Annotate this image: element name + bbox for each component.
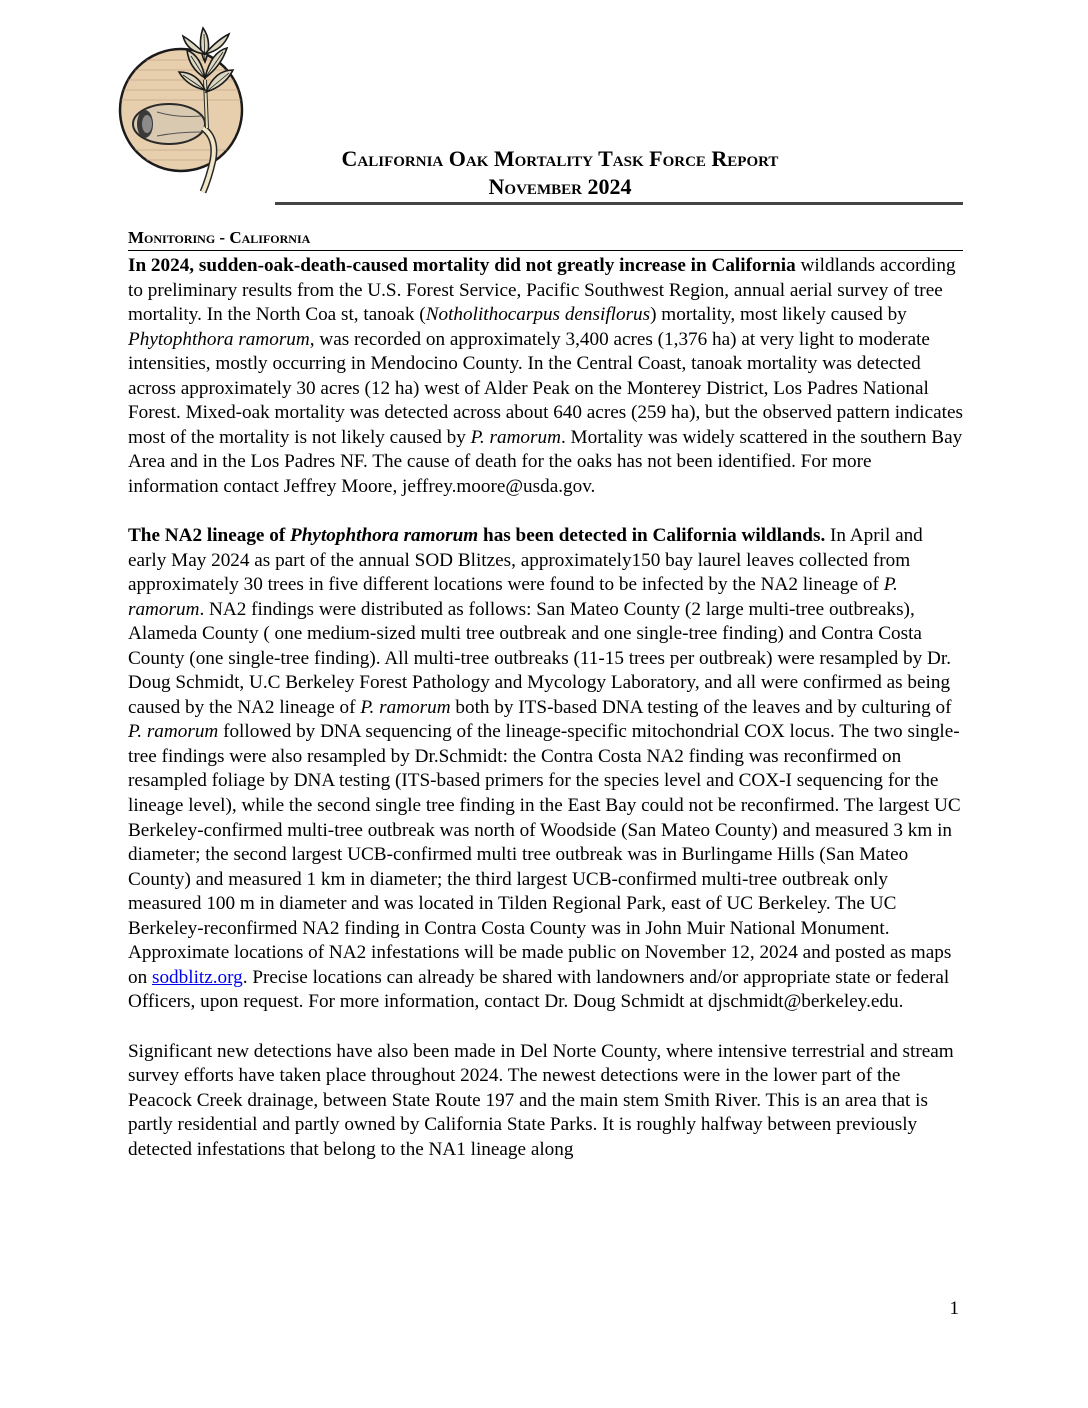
species-name: P. ramorum — [470, 426, 561, 448]
species-name: Notholithocarpus densiflorus — [425, 304, 651, 326]
paragraph-text: ) mortality, most likely caused by — [650, 304, 907, 326]
paragraph-text: , was recorded on approximately 3,400 acres (1,376 ha) at very light to moderate intensities, mostly occurring in Mendocino County. In the Central Coast, tanoak mortality was detected across approximately 30 acres (12 ha) west of Alder Peak on the Monterey District, Los Padres National Forest. Mixed-oak mortality was detected across about 640 acres (259 ha), but the observed pattern indicates most of the mortality is not likely caused by — [128, 328, 963, 448]
paragraph-lead: In 2024, sudden-oak-death-caused mortality did not greatly increase in California — [128, 255, 796, 276]
report-date: November 2024 — [488, 174, 632, 199]
paragraph-text: In April and early May 2024 as part of the annual SOD Blitzes, approximately150 bay laurel leaves collected from approximately 30 trees in five different locations were found to be infected by the NA2 lineage of — [128, 525, 923, 596]
species-name: P. ramorum — [128, 721, 219, 743]
paragraph-text: . Precise locations can already be shared with landowners and/or appropriate state or federal Officers, upon request. For more information, contact Dr. Doug Schmidt at djschmidt@berkeley.edu. — [128, 966, 950, 1013]
page-number: 1 — [949, 1298, 959, 1319]
paragraph-del-norte — [128, 1040, 963, 1163]
paragraph-lead-text: The NA2 lineage of — [128, 525, 291, 547]
paragraph-text: both by ITS-based DNA testing of the leaves and by culturing of — [450, 696, 952, 718]
sodblitz-link[interactable]: sodblitz.org — [151, 966, 243, 988]
report-body — [128, 254, 963, 1162]
paragraph-aerial-survey — [128, 254, 963, 499]
title-divider — [275, 202, 963, 205]
paragraph-text: . Mortality was widely scattered in the southern Bay Area and in the Los Padres NF. The cause of death for the oaks has not been identified. For more information contact Jeffrey Moore, jeffrey.moore@usda.gov. — [128, 426, 963, 497]
paragraph-text: . NA2 findings were distributed as follows: San Mateo County (2 large multi-tree outbreaks), Alameda County ( one medium-sized multi tree outbreak and one single-tree finding) and Contra Costa County (one single-tree finding). All multi-tree outbreaks (11-15 trees per outbreak) were resampled by Dr. Doug Schmidt, U.C Berkeley Forest Pathology and Mycology Laboratory, and all were confirmed as being caused by the NA2 lineage of — [128, 598, 952, 718]
section-divider — [128, 250, 963, 251]
paragraph-text: followed by DNA sequencing of the lineage-specific mitochondrial COX locus. The two single-tree findings were also resampled by Dr.Schmidt: the Contra Costa NA2 finding was reconfirmed on resampled foliage by DNA testing (ITS-based primers for the species level and COX-I sequencing for the lineage level), while the second single tree finding in the East Bay could not be reconfirmed. The largest UC Berkeley-confirmed multi-tree outbreak was north of Woodside (San Mateo County) and measured 3 km in diameter; the second largest UCB-confirmed multi tree outbreak was in Burlingame Hills (San Mateo County) and measured 1 km in diameter; the third largest UCB-confirmed multi-tree outbreak only measured 100 m in diameter and was located in Tilden Regional Park, east of UC Berkeley. The UC Berkeley-reconfirmed NA2 finding in Contra Costa County was in John Muir National Monument. Approximate locations of NA2 infestations will be made public on November 12, 2024 and posted as maps on — [128, 721, 961, 988]
paragraph-text: Significant new detections have also been made in Del Norte County, where intensive terrestrial and stream survey efforts have taken place throughout 2024. The newest detections were in the lower part of the Peacock Creek drainage, between State Route 197 and the main stem Smith River. This is an area that is partly residential and partly owned by California State Parks. It is roughly halfway between previously detected infestations that belong to the NA1 lineage along — [128, 1040, 954, 1160]
paragraph-text: wildlands according to preliminary results from the U.S. Forest Service, Pacific Southwest Region, annual aerial survey of tree mortality. In the North Coa st, tanoak ( — [128, 255, 956, 326]
paragraph-na2-lineage — [128, 524, 963, 1015]
species-name: P. ramorum — [360, 696, 451, 718]
report-title: California Oak Mortality Task Force Report — [341, 146, 779, 171]
species-name: P. ramorum — [128, 574, 898, 620]
paragraph-lead — [128, 525, 825, 546]
species-name: Phytophthora ramorum — [290, 525, 479, 547]
paragraph-lead-text: has been detected in California wildlands. — [478, 525, 826, 547]
section-heading: Monitoring - California — [128, 228, 311, 247]
species-name: Phytophthora ramorum — [128, 328, 310, 350]
